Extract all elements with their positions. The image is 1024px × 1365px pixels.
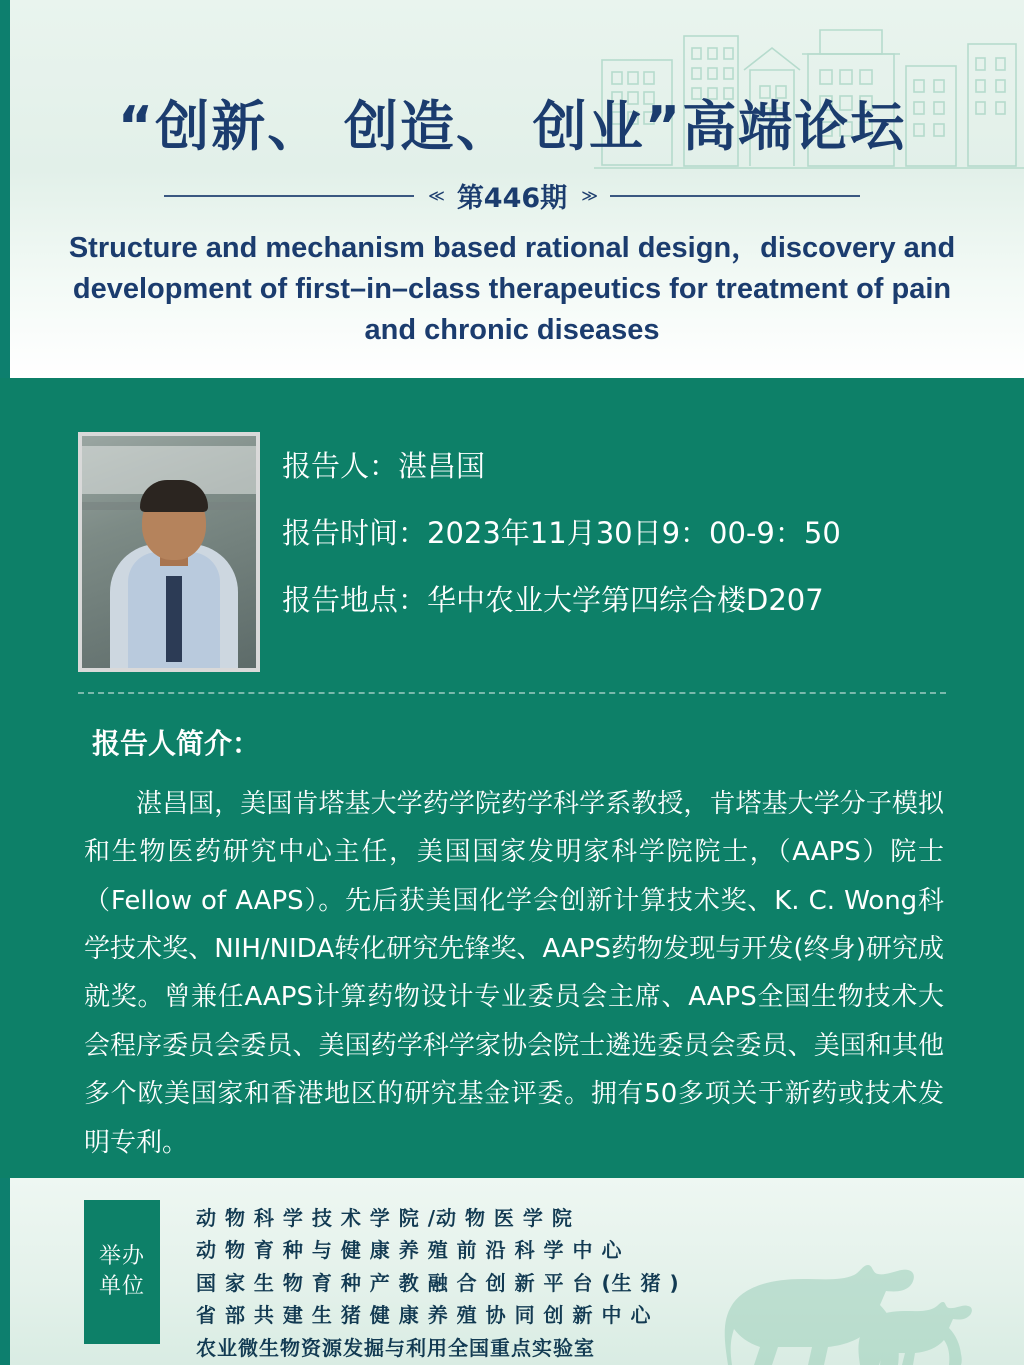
speaker-photo (78, 432, 260, 672)
bio-heading: 报告人简介： (92, 727, 261, 760)
poster-footer (0, 1178, 1024, 1365)
bio-text: 湛昌国，美国肯塔基大学药学院药学科学系教授，肯塔基大学分子模拟和生物医药研究中心主任，美国国家发明家科学院院士，（AAPS）院士（Fellow of AAPS）。先后获美国化学会创新计算技术奖、K. C. Wong科学技术奖、NIH/NIDA转化研究先锋奖、AAPS药物发现与开发(终身)研究成就奖。曾兼任AAPS计算药物设计专业委员会主席、AAPS全国生物技术大会程序委员会委员、美国药学科学家协会院士遴选委员会委员、美国和其他多个欧美国家和香港地区的研究基金评委。拥有50多项关于新药或技术发明专利。 (84, 789, 944, 1158)
host-item: 农业微生物资源发掘与利用全国重点实验室 (196, 1335, 595, 1360)
chevron-right-icon: ≫ (581, 187, 596, 205)
host-item: 国 家 生 物 育 种 产 教 融 合 创 新 平 台 (生 猪 ) (196, 1270, 680, 1295)
page-title-en: Structure and mechanism based rational design，discovery and development of first–in–class therapeutics for treatment of pain and chronic diseases (68, 232, 956, 347)
issue-number: 第446期 (456, 183, 568, 214)
photo-person-tie (166, 576, 182, 662)
issue-rule-left (164, 195, 414, 197)
host-item: 动 物 科 学 技 术 学 院 /动 物 医 学 院 (196, 1206, 573, 1230)
page-title-cn: “创新、 创造、 创业”高端论坛 (117, 95, 907, 158)
issue-row (0, 176, 1024, 215)
talk-time-line: 报告时间：2023年11月30日9：00-9：50 (282, 516, 841, 550)
talk-place-line: 报告地点：华中农业大学第四综合楼D207 (282, 583, 824, 617)
issue-rule-right (610, 195, 860, 197)
host-badge-line1: 举办 (98, 1244, 145, 1270)
chevron-left-icon: ≪ (428, 187, 443, 205)
section-divider (78, 692, 946, 694)
host-item: 动 物 育 种 与 健 康 养 殖 前 沿 科 学 中 心 (196, 1238, 623, 1263)
poster-header (0, 0, 1024, 378)
host-item: 省 部 共 建 生 猪 健 康 养 殖 协 同 创 新 中 心 (196, 1303, 652, 1328)
host-list (196, 1202, 680, 1364)
speaker-name-line: 报告人：湛昌国 (282, 449, 486, 483)
footer-accent-bar (0, 1178, 10, 1365)
host-badge (84, 1200, 160, 1344)
host-badge-line2: 单位 (98, 1274, 145, 1299)
speaker-photo-inner (82, 436, 256, 668)
cattle-silhouette-icon (664, 1215, 994, 1365)
talk-info (282, 449, 964, 653)
